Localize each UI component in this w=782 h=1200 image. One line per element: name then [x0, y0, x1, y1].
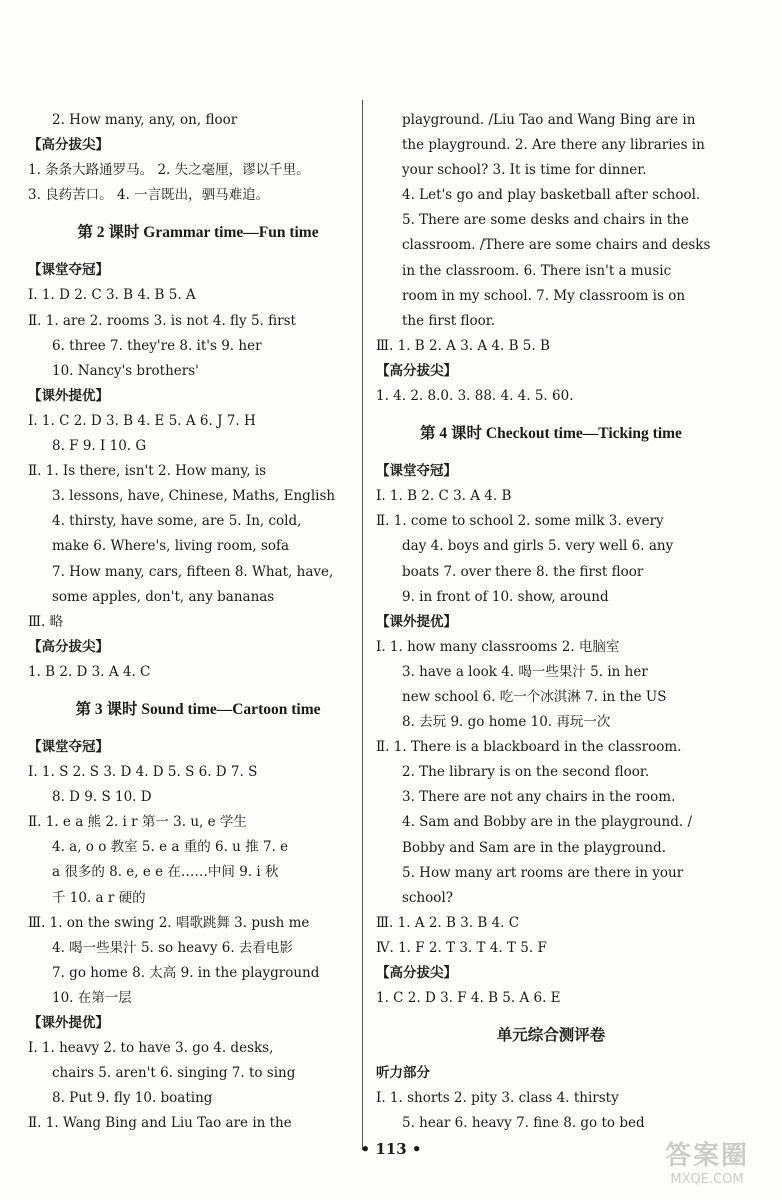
- answer-line: Ⅰ. 1. heavy 2. to have 3. go 4. desks,: [28, 1040, 274, 1057]
- answer-line: 9. in front of 10. show, around: [402, 588, 609, 605]
- answer-line: 3. have a look 4. 喝一些果汁 5. in her: [402, 663, 648, 680]
- left-column: [28, 108, 368, 1136]
- answer-line: Ⅰ. 1. C 2. D 3. B 4. E 5. A 6. J 7. H: [28, 412, 256, 429]
- answer-line: make 6. Where's, living room, sofa: [52, 538, 290, 555]
- answer-line: Ⅲ. 1. B 2. A 3. A 4. B 5. B: [376, 337, 550, 354]
- answer-line: the first floor.: [402, 312, 496, 329]
- watermark-url: MXQE.COM: [670, 1172, 744, 1187]
- answer-line: Ⅲ. 1. on the swing 2. 唱歌跳舞 3. push me: [28, 914, 310, 931]
- answer-line: 7. go home 8. 太高 9. in the playground: [52, 964, 320, 981]
- answer-line: new school 6. 吃一个冰淇淋 7. in the US: [402, 688, 667, 705]
- right-column: [376, 108, 726, 1136]
- answer-line: school?: [402, 889, 453, 906]
- answer-line: 10. 在第一层: [52, 989, 132, 1006]
- answer-line: 2. How many, any, on, floor: [52, 112, 238, 128]
- answer-line: 8. 去玩 9. go home 10. 再玩一次: [402, 714, 611, 731]
- answer-line: Ⅰ. 1. shorts 2. pity 3. class 4. thirsty: [376, 1090, 619, 1107]
- answer-line: 3. lessons, have, Chinese, Maths, English: [52, 488, 336, 505]
- answer-line: 4. Sam and Bobby are in the playground. /: [402, 814, 692, 831]
- answer-line: Ⅰ. 1. how many classrooms 2. 电脑室: [376, 638, 620, 655]
- answer-line: 4. 喝一些果汁 5. so heavy 6. 去看电影: [52, 939, 293, 956]
- answer-line: Ⅱ. 1. come to school 2. some milk 3. every: [376, 513, 664, 530]
- answer-line: Ⅰ. 1. D 2. C 3. B 4. B 5. A: [28, 287, 196, 304]
- answer-line: room in my school. 7. My classroom is on: [402, 287, 686, 304]
- section-label: 【课堂夺冠】: [28, 262, 109, 279]
- answer-line: 5. How many art rooms are there in your: [402, 864, 684, 881]
- answer-line: Ⅲ. 1. A 2. B 3. B 4. C: [376, 914, 520, 931]
- answer-line: Ⅱ. 1. e a 熊 2. i r 第一 3. u, e 学生: [28, 814, 247, 831]
- answer-line: 5. There are some desks and chairs in the: [402, 212, 689, 229]
- answer-line: some apples, don't, any bananas: [52, 588, 275, 605]
- answer-line: 8. D 9. S 10. D: [52, 789, 152, 806]
- section-label: 【课堂夺冠】: [28, 738, 109, 755]
- answer-line: in the classroom. 6. There isn't a music: [402, 262, 672, 279]
- answer-line: 1. 4. 2. 8.0. 3. 88. 4. 4. 5. 60.: [376, 388, 574, 405]
- section-label: 【课堂夺冠】: [376, 463, 457, 480]
- lesson-heading: 第 3 课时 Sound time—Cartoon time: [75, 700, 321, 718]
- section-label: 【高分拔尖】: [376, 965, 457, 981]
- answer-line: 4. thirsty, have some, are 5. In, cold,: [52, 513, 302, 530]
- answer-line: 1. B 2. D 3. A 4. C: [28, 663, 151, 680]
- answer-line: a 很多的 8. e, e e 在……中间 9. i 秋: [52, 864, 279, 881]
- lesson-heading: 单元综合测评卷: [496, 1027, 606, 1045]
- answer-line: Bobby and Sam are in the playground.: [402, 839, 666, 856]
- answer-line: 4. Let's go and play basketball after school.: [402, 187, 701, 204]
- answer-line: chairs 5. aren't 6. singing 7. to sing: [52, 1065, 296, 1082]
- answer-line: 4. a, o o 教室 5. e a 重的 6. u 推 7. e: [52, 839, 289, 856]
- section-label: 【高分拔尖】: [376, 362, 457, 379]
- answer-line: Ⅱ. 1. Is there, isn't 2. How many, is: [28, 463, 267, 480]
- lesson-heading: 第 2 课时 Grammar time—Fun time: [77, 224, 319, 242]
- section-label: 【课外提优】: [376, 613, 457, 630]
- answer-line: 8. Put 9. fly 10. boating: [52, 1090, 213, 1107]
- answer-line: Ⅰ. 1. B 2. C 3. A 4. B: [376, 488, 512, 505]
- answer-line: 1. 条条大路通罗马。 2. 失之毫厘，谬以千里。: [28, 162, 310, 179]
- answer-line: Ⅲ. 略: [28, 613, 64, 630]
- answer-line: boats 7. over there 8. the first floor: [402, 563, 644, 580]
- answer-line: Ⅳ. 1. F 2. T 3. T 4. T 5. F: [376, 939, 547, 956]
- answer-line: 千 10. a r 硬的: [52, 889, 146, 906]
- answer-line: 6. three 7. they're 8. it's 9. her: [52, 337, 262, 354]
- answer-line: Ⅰ. 1. S 2. S 3. D 4. D 5. S 6. D 7. S: [28, 764, 258, 781]
- page-number: • 113 •: [360, 1140, 422, 1158]
- answer-line: 3. 良药苦口。 4. 一言既出，驷马难追。: [28, 187, 270, 204]
- answer-line: 10. Nancy's brothers': [52, 362, 199, 379]
- answer-line: Ⅱ. 1. There is a blackboard in the classroom.: [376, 739, 682, 756]
- section-label: 【课外提优】: [28, 387, 109, 404]
- answer-line: your school? 3. It is time for dinner.: [402, 162, 647, 179]
- section-label: 【高分拔尖】: [28, 638, 109, 655]
- watermark-logo-text: 答案圈: [664, 1141, 749, 1171]
- answer-line: 5. hear 6. heavy 7. fine 8. go to bed: [402, 1115, 645, 1132]
- answer-line: 3. There are not any chairs in the room.: [402, 789, 676, 806]
- answer-line: classroom. /There are some chairs and desks: [402, 237, 711, 254]
- answer-line: day 4. boys and girls 5. very well 6. any: [402, 538, 674, 555]
- lesson-heading: 第 4 课时 Checkout time—Ticking time: [420, 425, 682, 443]
- answer-line: 1. C 2. D 3. F 4. B 5. A 6. E: [376, 990, 561, 1007]
- answer-line: the playground. 2. Are there any libraries in: [402, 137, 705, 154]
- section-label: 【课外提优】: [28, 1015, 109, 1031]
- site-watermark: [642, 1135, 772, 1190]
- answer-line: 2. The library is on the second floor.: [402, 764, 650, 781]
- answer-line: 8. F 9. I 10. G: [52, 438, 147, 455]
- answer-line: Ⅱ. 1. are 2. rooms 3. is not 4. fly 5. first: [28, 312, 296, 329]
- answer-line: playground. /Liu Tao and Wang Bing are in: [402, 112, 696, 128]
- section-label: 【高分拔尖】: [28, 137, 109, 154]
- answer-line: 7. How many, cars, fifteen 8. What, have,: [52, 563, 334, 580]
- answer-line: Ⅱ. 1. Wang Bing and Liu Tao are in the: [28, 1115, 292, 1132]
- section-label: 听力部分: [376, 1065, 430, 1082]
